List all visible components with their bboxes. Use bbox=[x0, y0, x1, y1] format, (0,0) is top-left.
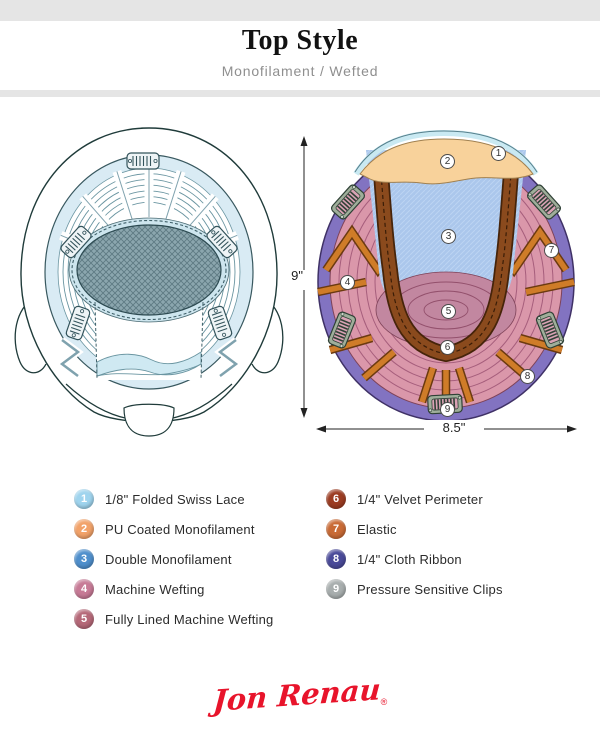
legend-number-badge: 7 bbox=[326, 519, 346, 539]
page-subtitle: Monofilament / Wefted bbox=[221, 63, 379, 79]
marker-1: 1 bbox=[491, 146, 506, 161]
legend-item-label: Elastic bbox=[357, 521, 397, 537]
legend-item-label: Machine Wefting bbox=[105, 581, 205, 597]
registered-mark: ® bbox=[380, 697, 388, 707]
legend-item bbox=[326, 484, 503, 514]
legend-item-label: Double Monofilament bbox=[105, 551, 232, 567]
legend-number-badge: 3 bbox=[74, 549, 94, 569]
legend-item bbox=[74, 604, 273, 634]
marker-2: 2 bbox=[440, 154, 455, 169]
nape-piece bbox=[124, 404, 174, 436]
legend-item bbox=[326, 514, 503, 544]
marker-3: 3 bbox=[441, 229, 456, 244]
legend-right-column bbox=[326, 484, 503, 604]
legend-number-badge: 9 bbox=[326, 579, 346, 599]
legend-item-label: Fully Lined Machine Wefting bbox=[105, 611, 274, 627]
legend-number-badge: 4 bbox=[74, 579, 94, 599]
marker-6: 6 bbox=[440, 340, 455, 355]
page-title: Top Style bbox=[241, 25, 359, 56]
legend-number-badge: 5 bbox=[74, 609, 94, 629]
marker-7: 7 bbox=[544, 243, 559, 258]
marker-8: 8 bbox=[520, 369, 535, 384]
width-dimension-label: 8.5" bbox=[424, 420, 484, 435]
legend-item-label: 1/4" Velvet Perimeter bbox=[357, 491, 483, 507]
legend-left-column bbox=[74, 484, 273, 634]
marker-4: 4 bbox=[340, 275, 355, 290]
legend-item bbox=[74, 484, 273, 514]
legend-item bbox=[74, 574, 273, 604]
legend-number-badge: 6 bbox=[326, 489, 346, 509]
marker-5: 5 bbox=[441, 304, 456, 319]
divider-band bbox=[0, 90, 600, 97]
marker-9: 9 bbox=[440, 402, 455, 417]
legend-item bbox=[74, 514, 273, 544]
brand-logo bbox=[0, 672, 600, 718]
legend-item-label: 1/8" Folded Swiss Lace bbox=[105, 491, 245, 507]
legend-item-label: PU Coated Monofilament bbox=[105, 521, 255, 537]
legend-item-label: 1/4" Cloth Ribbon bbox=[357, 551, 462, 567]
height-dimension-label: 9" bbox=[281, 268, 303, 283]
legend-item bbox=[326, 574, 503, 604]
brand-logo-text: Jon Renau bbox=[211, 672, 382, 718]
legend-number-badge: 2 bbox=[74, 519, 94, 539]
legend-item bbox=[326, 544, 503, 574]
legend-item-label: Pressure Sensitive Clips bbox=[357, 581, 503, 597]
head-cap-diagram bbox=[10, 122, 295, 442]
top-gray-band bbox=[0, 0, 600, 21]
legend-item bbox=[74, 544, 273, 574]
monofilament-top bbox=[77, 225, 221, 315]
legend-number-badge: 8 bbox=[326, 549, 346, 569]
legend-number-badge: 1 bbox=[74, 489, 94, 509]
